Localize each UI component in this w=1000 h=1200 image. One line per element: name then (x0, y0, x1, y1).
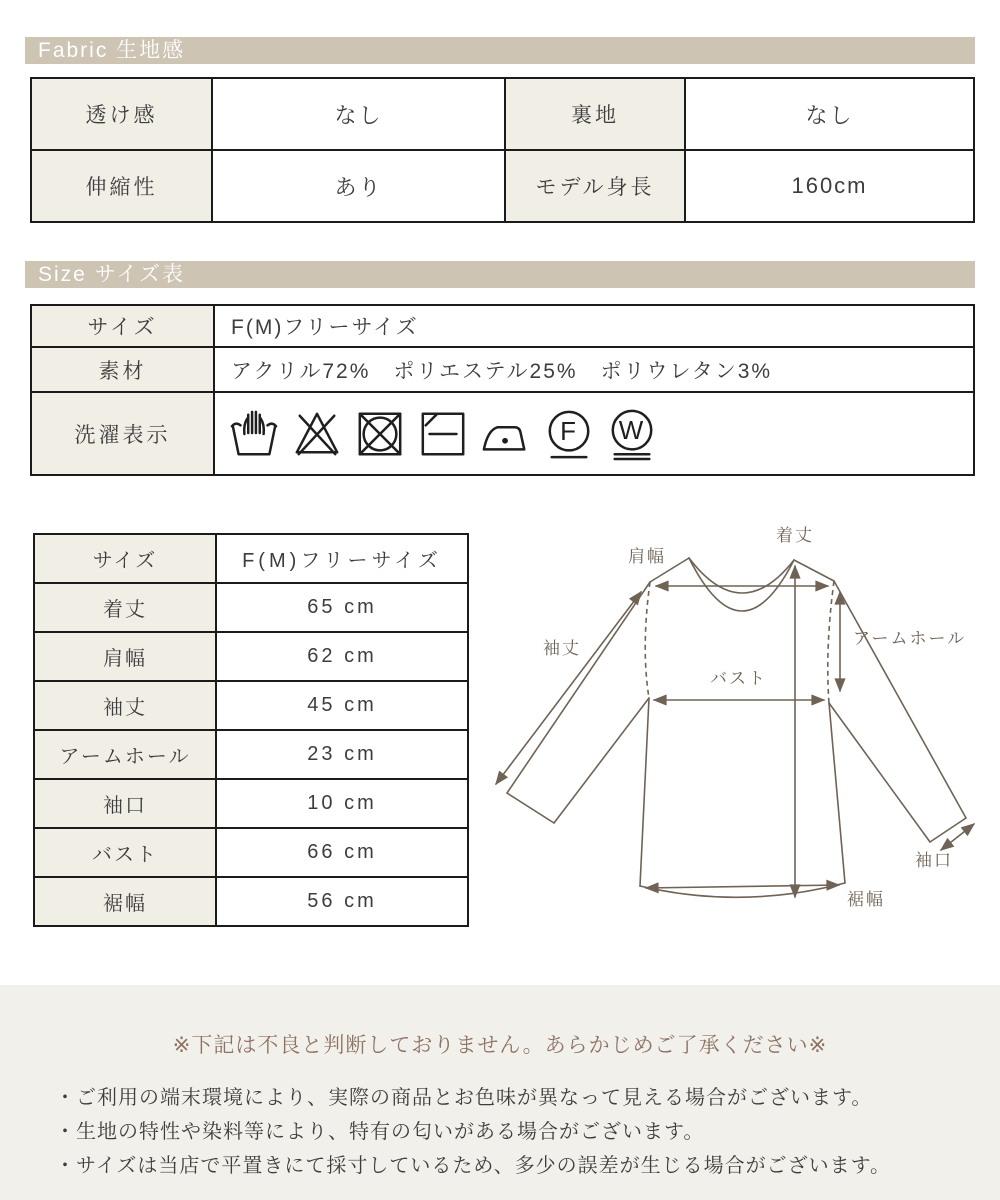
measurement-row (34, 877, 468, 926)
lining-value: なし (685, 78, 974, 150)
notice-section (0, 985, 1000, 1200)
material-value: アクリル72% ポリエステル25% ポリウレタン3% (214, 347, 974, 392)
cuff-label: 袖口 (34, 779, 216, 828)
iron-low-temp-icon (481, 406, 531, 462)
lining-label: 裏地 (505, 78, 685, 150)
do-not-bleach-icon (292, 406, 342, 462)
measurement-row (34, 828, 468, 877)
shoulder-width-value: 62 cm (216, 632, 468, 681)
armhole-value: 23 cm (216, 730, 468, 779)
diagram-armhole-label: アームホール (853, 629, 967, 648)
fabric-section-header: Fabric 生地感 (25, 37, 975, 64)
measurements-header-row (34, 534, 468, 583)
material-row (31, 347, 974, 392)
measurement-arrows (496, 566, 974, 897)
measurement-row (34, 779, 468, 828)
sleeve-length-value: 45 cm (216, 681, 468, 730)
stretch-value: あり (212, 150, 505, 222)
svg-text:W: W (618, 414, 646, 445)
fabric-table-row (31, 150, 974, 222)
notice-heading: ※下記は不良と判断しておりません。あらかじめご了承ください※ (172, 1034, 828, 1057)
measurements-size-value: F(M)フリーサイズ (216, 534, 468, 583)
hand-wash-icon (229, 406, 279, 462)
measurements-table (33, 533, 469, 927)
measurement-row (34, 583, 468, 632)
diagram-sleeve-label: 袖丈 (543, 639, 581, 658)
fabric-table-row (31, 78, 974, 150)
garment-outline (507, 558, 966, 897)
length-label: 着丈 (34, 583, 216, 632)
model-height-label: モデル身長 (505, 150, 685, 222)
hem-width-value: 56 cm (216, 877, 468, 926)
diagram-length-label: 着丈 (776, 526, 814, 545)
diagram-hem-label: 裾幅 (847, 890, 885, 909)
diagram-shoulder-label: 肩幅 (628, 547, 666, 566)
size-section-header: Size サイズ表 (25, 261, 975, 288)
size-label: サイズ (31, 305, 214, 347)
wet-clean-very-gentle-icon (607, 406, 657, 462)
bust-value: 66 cm (216, 828, 468, 877)
sleeve-length-label: 袖丈 (34, 681, 216, 730)
dry-clean-petroleum-gentle-icon (544, 406, 594, 462)
care-symbols (215, 404, 972, 464)
diagram-bust-label: バスト (710, 669, 767, 688)
flat-dry-in-shade-icon (418, 406, 468, 462)
material-label: 素材 (31, 347, 214, 392)
stretch-label: 伸縮性 (31, 150, 212, 222)
shoulder-width-label: 肩幅 (34, 632, 216, 681)
model-height-value: 160cm (685, 150, 974, 222)
measurement-row (34, 730, 468, 779)
care-label: 洗濯表示 (31, 392, 214, 475)
notice-bullet: ・サイズは当店で平置きにて採寸しているため、多少の誤差が生じる場合がございます。 (55, 1155, 891, 1177)
fabric-table (30, 77, 975, 223)
measurement-row (34, 632, 468, 681)
notice-bullet: ・ご利用の端末環境により、実際の商品とお色味が異なって見える場合がございます。 (55, 1087, 873, 1109)
cuff-value: 10 cm (216, 779, 468, 828)
notice-bullet: ・生地の特性や染料等により、特有の匂いがある場合がございます。 (55, 1121, 705, 1143)
armhole-label: アームホール (34, 730, 216, 779)
sleeve-arrow (496, 592, 641, 784)
size-value: F(M)フリーサイズ (214, 305, 974, 347)
diagram-cuff-label: 袖口 (915, 851, 953, 870)
length-value: 65 cm (216, 583, 468, 632)
sheerness-label: 透け感 (31, 78, 212, 150)
measurement-row (34, 681, 468, 730)
svg-text:F: F (560, 415, 578, 446)
hem-width-label: 裾幅 (34, 877, 216, 926)
garment-measurement-diagram (482, 518, 997, 938)
size-info-table (30, 304, 975, 476)
bust-label: バスト (34, 828, 216, 877)
do-not-tumble-dry-icon (355, 406, 405, 462)
cuff-arrow (941, 824, 974, 850)
measurements-size-label: サイズ (34, 534, 216, 583)
sheerness-value: なし (212, 78, 505, 150)
hem-arrow (646, 885, 839, 888)
care-row (31, 392, 974, 475)
notice-bullet-list (0, 1081, 1000, 1183)
size-row (31, 305, 974, 347)
